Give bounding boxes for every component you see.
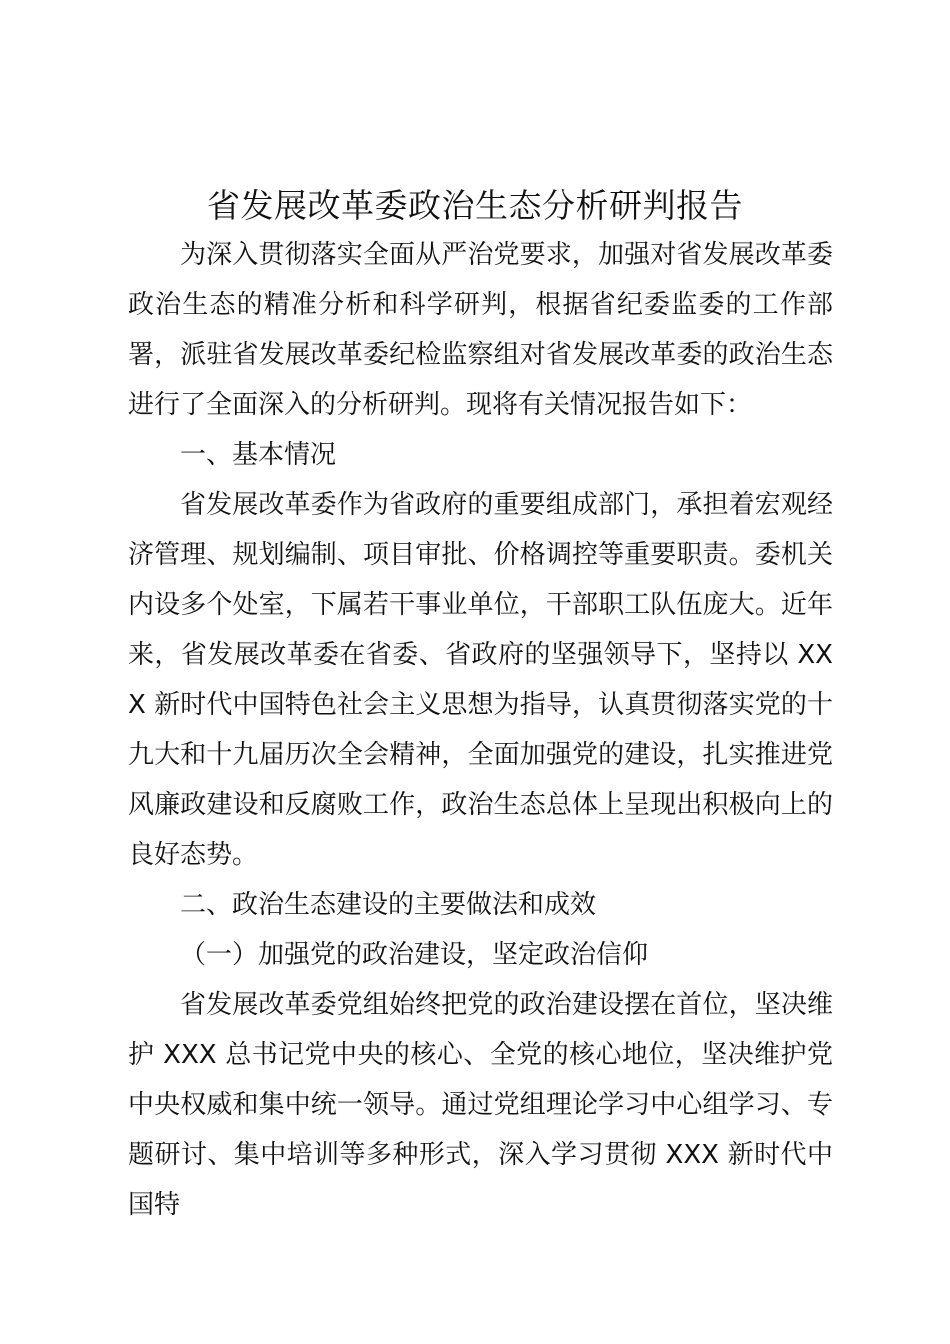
intro-paragraph: 为深入贯彻落实全面从严治党要求，加强对省发展改革委政治生态的精准分析和科学研判，根据省纪委监委的工作部署，派驻省发展改革委纪检监察组对省发展改革委的政治生态进行了全面深入的分析研判。现将有关情况报告如下：: [128, 240, 833, 420]
section-heading-basic-situation: 一、基本情况: [180, 440, 337, 470]
basic-situation-paragraph: 省发展改革委作为省政府的重要组成部门，承担着宏观经济管理、规划编制、项目审批、价格调控等重要职责。委机关内设多个处室，下属若干事业单位，干部职工队伍庞大。近年来，省发展改革委在省委、省政府的坚强领导下，坚持以 XXX 新时代中国特色社会主义思想为指导，认真贯彻落实党的十九大和十九届历次全会精神，全面加强党的建设，扎实推进党风廉政建设和反腐败工作，政治生态总体上呈现出积极向上的良好态势。: [128, 490, 833, 870]
subsection-heading-political-building: （一）加强党的政治建设，坚定政治信仰: [180, 940, 649, 970]
section-heading-main-practices: 二、政治生态建设的主要做法和成效: [180, 890, 597, 920]
document-body: [128, 230, 833, 1230]
document-title: 省发展改革委政治生态分析研判报告: [207, 186, 743, 225]
political-building-paragraph: 省发展改革委党组始终把党的政治建设摆在首位，坚决维护 XXX 总书记党中央的核心、全党的核心地位，坚决维护党中央权威和集中统一领导。通过党组理论学习中心组学习、专题研讨、集中培训等多种形式，深入学习贯彻 XXX 新时代中国特: [128, 990, 833, 1220]
